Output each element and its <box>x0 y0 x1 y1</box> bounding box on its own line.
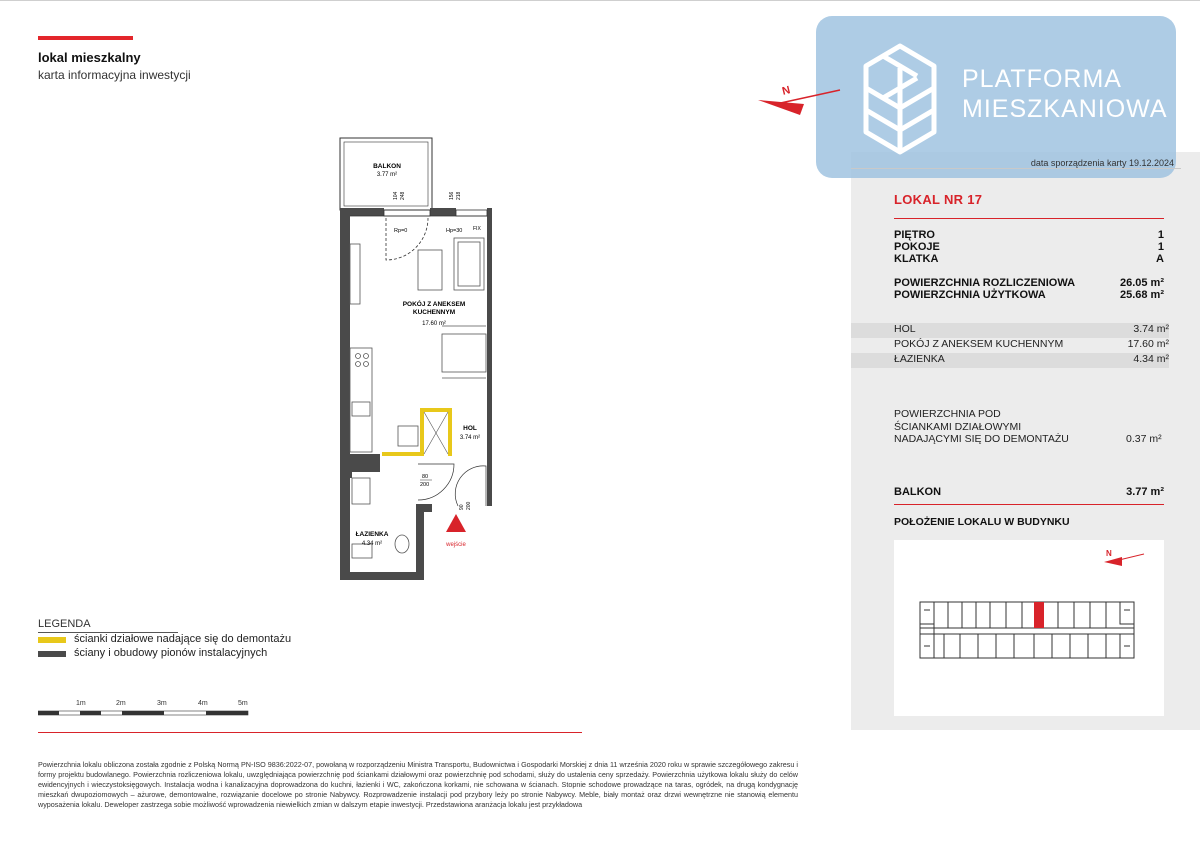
wall-bottom <box>340 572 422 580</box>
building-position-map <box>894 540 1164 716</box>
usable-area-value: 25.68 m² <box>1119 289 1164 301</box>
scale-bar <box>38 708 254 718</box>
room-plan-label-1: POKÓJ Z ANEKSEM <box>402 301 466 308</box>
hol-plan-area: 3.74 m² <box>459 435 481 441</box>
room-row-living <box>851 338 1169 353</box>
room-value: 4.34 m² <box>1133 353 1169 365</box>
entrance-label: wejście <box>446 542 466 548</box>
watermark-text <box>962 64 1168 124</box>
north-label: N <box>780 84 792 98</box>
table-icon <box>418 250 442 290</box>
room-label: ŁAZIENKA <box>894 353 945 365</box>
settlement-area-label: POWIERZCHNIA ROZLICZENIOWA <box>894 277 1076 289</box>
demolition-line-2: ŚCIANKAMI DZIAŁOWYMI <box>894 420 1022 433</box>
document-title: lokal mieszkalny <box>38 50 141 65</box>
wall-top-left <box>340 208 384 216</box>
info-row-rooms <box>894 241 1164 253</box>
bathroom-plan-area: 4.34 m² <box>361 541 383 547</box>
wall-corner <box>424 504 432 512</box>
wall-bath-right <box>416 504 424 580</box>
legend-item-demolition: ścianki działowe nadające się do demontażu <box>74 633 292 645</box>
unit-highlight <box>1034 602 1044 628</box>
dining-table-icon <box>442 334 486 372</box>
document-subtitle: karta informacyjna inwestycji <box>38 68 191 82</box>
date-divider <box>851 168 1181 169</box>
balcony-rule <box>894 504 1164 505</box>
window-rp-label: Rp=0 <box>394 228 408 234</box>
wall-right <box>487 208 492 506</box>
bath-door-dim-top: 80 <box>422 474 429 480</box>
watermark-line-2: MIESZKANIOWA <box>962 95 1168 123</box>
unit-title-rule <box>894 218 1164 219</box>
header-accent-bar <box>38 36 133 40</box>
room-plan-area: 17.60 m² <box>422 321 446 327</box>
demolition-walls <box>382 410 450 456</box>
sofa-icon <box>454 238 484 290</box>
mini-north-label: N <box>1106 549 1112 558</box>
shaft-icon <box>398 426 418 446</box>
north-arrow-icon <box>756 78 842 118</box>
scale-label: 3m <box>157 700 167 707</box>
floor-value: 1 <box>1157 229 1164 241</box>
entry-door-icon <box>455 466 486 506</box>
watermark-line-1: PLATFORMA <box>962 65 1122 93</box>
entry-door-dim-bottom: 200 <box>466 501 472 510</box>
room-label: HOL <box>894 323 916 335</box>
info-row-usable-area <box>894 289 1164 301</box>
window-dim-b-top: 156 <box>449 191 455 200</box>
balcony-label: BALKON <box>894 486 942 498</box>
sink-icon <box>352 402 370 416</box>
floor-label: PIĘTRO <box>894 229 935 241</box>
info-row-settlement-area <box>894 277 1164 289</box>
window-dim-b-bottom: 218 <box>456 191 462 200</box>
window-fix-label: FIX <box>473 226 481 232</box>
balcony-value: 3.77 m² <box>1126 486 1164 498</box>
wall-top-mid <box>430 208 456 216</box>
kitchen-counter-upper <box>350 244 360 304</box>
unit-number-title: LOKAL NR 17 <box>894 192 983 207</box>
entry-door-dim-top: 90 <box>459 504 465 510</box>
room-value: 17.60 m² <box>1127 338 1169 350</box>
staircase-label: KLATKA <box>894 253 939 265</box>
legend-item-walls: ściany i obudowy pionów instalacyjnych <box>74 647 268 659</box>
scale-label: 1m <box>76 700 86 707</box>
watermark-logo-icon <box>860 40 940 158</box>
scale-label: 2m <box>116 700 126 707</box>
bathroom-plan-label: ŁAZIENKA <box>355 531 389 538</box>
room-value: 3.74 m² <box>1133 323 1169 335</box>
info-row-floor <box>894 229 1164 241</box>
room-label: POKÓJ Z ANEKSEM KUCHENNYM <box>894 338 1064 350</box>
toilet-icon <box>395 535 409 553</box>
legend-swatch-demolition <box>38 637 66 643</box>
hol-plan-label: HOL <box>463 425 477 432</box>
scale-label: 4m <box>198 700 208 707</box>
rooms-value: 1 <box>1157 241 1164 253</box>
demolition-area-value: 0.37 m² <box>1126 433 1162 445</box>
staircase-value: A <box>1156 253 1164 265</box>
entrance-arrow-icon <box>446 514 466 532</box>
room-row-bathroom <box>851 353 1169 368</box>
window-dim-a-bottom: 248 <box>400 191 406 200</box>
card-date: data sporządzenia karty 19.12.2024 <box>1030 158 1174 168</box>
floor-plan <box>330 134 510 590</box>
demolition-area-label <box>894 408 1164 446</box>
window-dim-a-top: 104 <box>393 191 399 200</box>
wall-left <box>340 208 350 580</box>
building-plan-drawing <box>894 540 1164 716</box>
legend-title: LEGENDA <box>38 618 91 630</box>
room-plan-label-2: KUCHENNYM <box>412 309 456 316</box>
door-swing-icon <box>386 218 428 260</box>
balcony-plan-label: BALKON <box>373 163 401 170</box>
usable-area-label: POWIERZCHNIA UŻYTKOWA <box>894 289 1046 301</box>
bath-door-dim-bottom: 200 <box>420 482 430 488</box>
settlement-area-value: 26.05 m² <box>1119 277 1164 289</box>
demolition-line-3: NADAJĄCYMI SIĘ DO DEMONTAŻU <box>894 433 1069 445</box>
legal-footnote: Powierzchnia lokalu obliczona została zgodnie z Polską Normą PN-ISO 9836:2022-07, powołaną w rozporządzeniu Ministra Transportu, Budownictwa i Gospodarki Morskiej z dnia 11 września 2020 roku w sprawie szczegółowego zakresu i formy projektu budowlanego. Powierzchnia rozliczeniowa lokalu, uwzględniająca powierzchnię pod ściankami działowymi oraz powierzchnię pod schodami, służy do ustalenia ceny sprzedaży. Powierzchnia użytkowa lokalu służy do celów ewidencyjnych i wieczystoksięgowych. Instalacja wodna i kanalizacyjna doprowadzona do kuchni, łazienki i WC, zakończona korkami, nie schowana w ścianach. Stopnie schodowe prowadzące na taras, ogródek, na drugą kondygnację mieszkań dwupoziomowych – ażurowe, demontowalne, rozwiązanie docelowe po stronie Nabywcy. Rozprowadzenie instalacji pod przybory leży po stronie Nabywcy. Meble, biały montaż oraz drzwi wewnętrzne nie stanowią elementu wyposażenia lokalu. Deweloper zastrzega sobie możliwość wprowadzenia niewielkich zmian w dalszym etapie inwestycji. Przedstawiona aranżacja lokalu jest przykładowa <box>38 760 798 810</box>
rooms-label: POKOJE <box>894 241 940 253</box>
shaft-block <box>348 454 380 472</box>
legend-swatch-walls <box>38 651 66 657</box>
info-row-balcony <box>894 486 1164 498</box>
wall-stub <box>348 472 352 478</box>
info-row-staircase <box>894 253 1164 265</box>
balcony-plan-area: 3.77 m² <box>376 172 398 178</box>
mini-north-arrow-icon <box>1104 557 1122 566</box>
top-divider <box>0 0 1200 1</box>
footer-rule <box>38 732 582 733</box>
washer-icon <box>352 478 370 504</box>
building-position-title: POŁOŻENIE LOKALU W BUDYNKU <box>894 516 1070 528</box>
window-hp-label: Hp=30 <box>446 228 463 234</box>
room-row-hol <box>851 323 1169 338</box>
demolition-line-1: POWIERZCHNIA POD <box>894 408 1001 420</box>
scale-label: 5m <box>238 700 248 707</box>
